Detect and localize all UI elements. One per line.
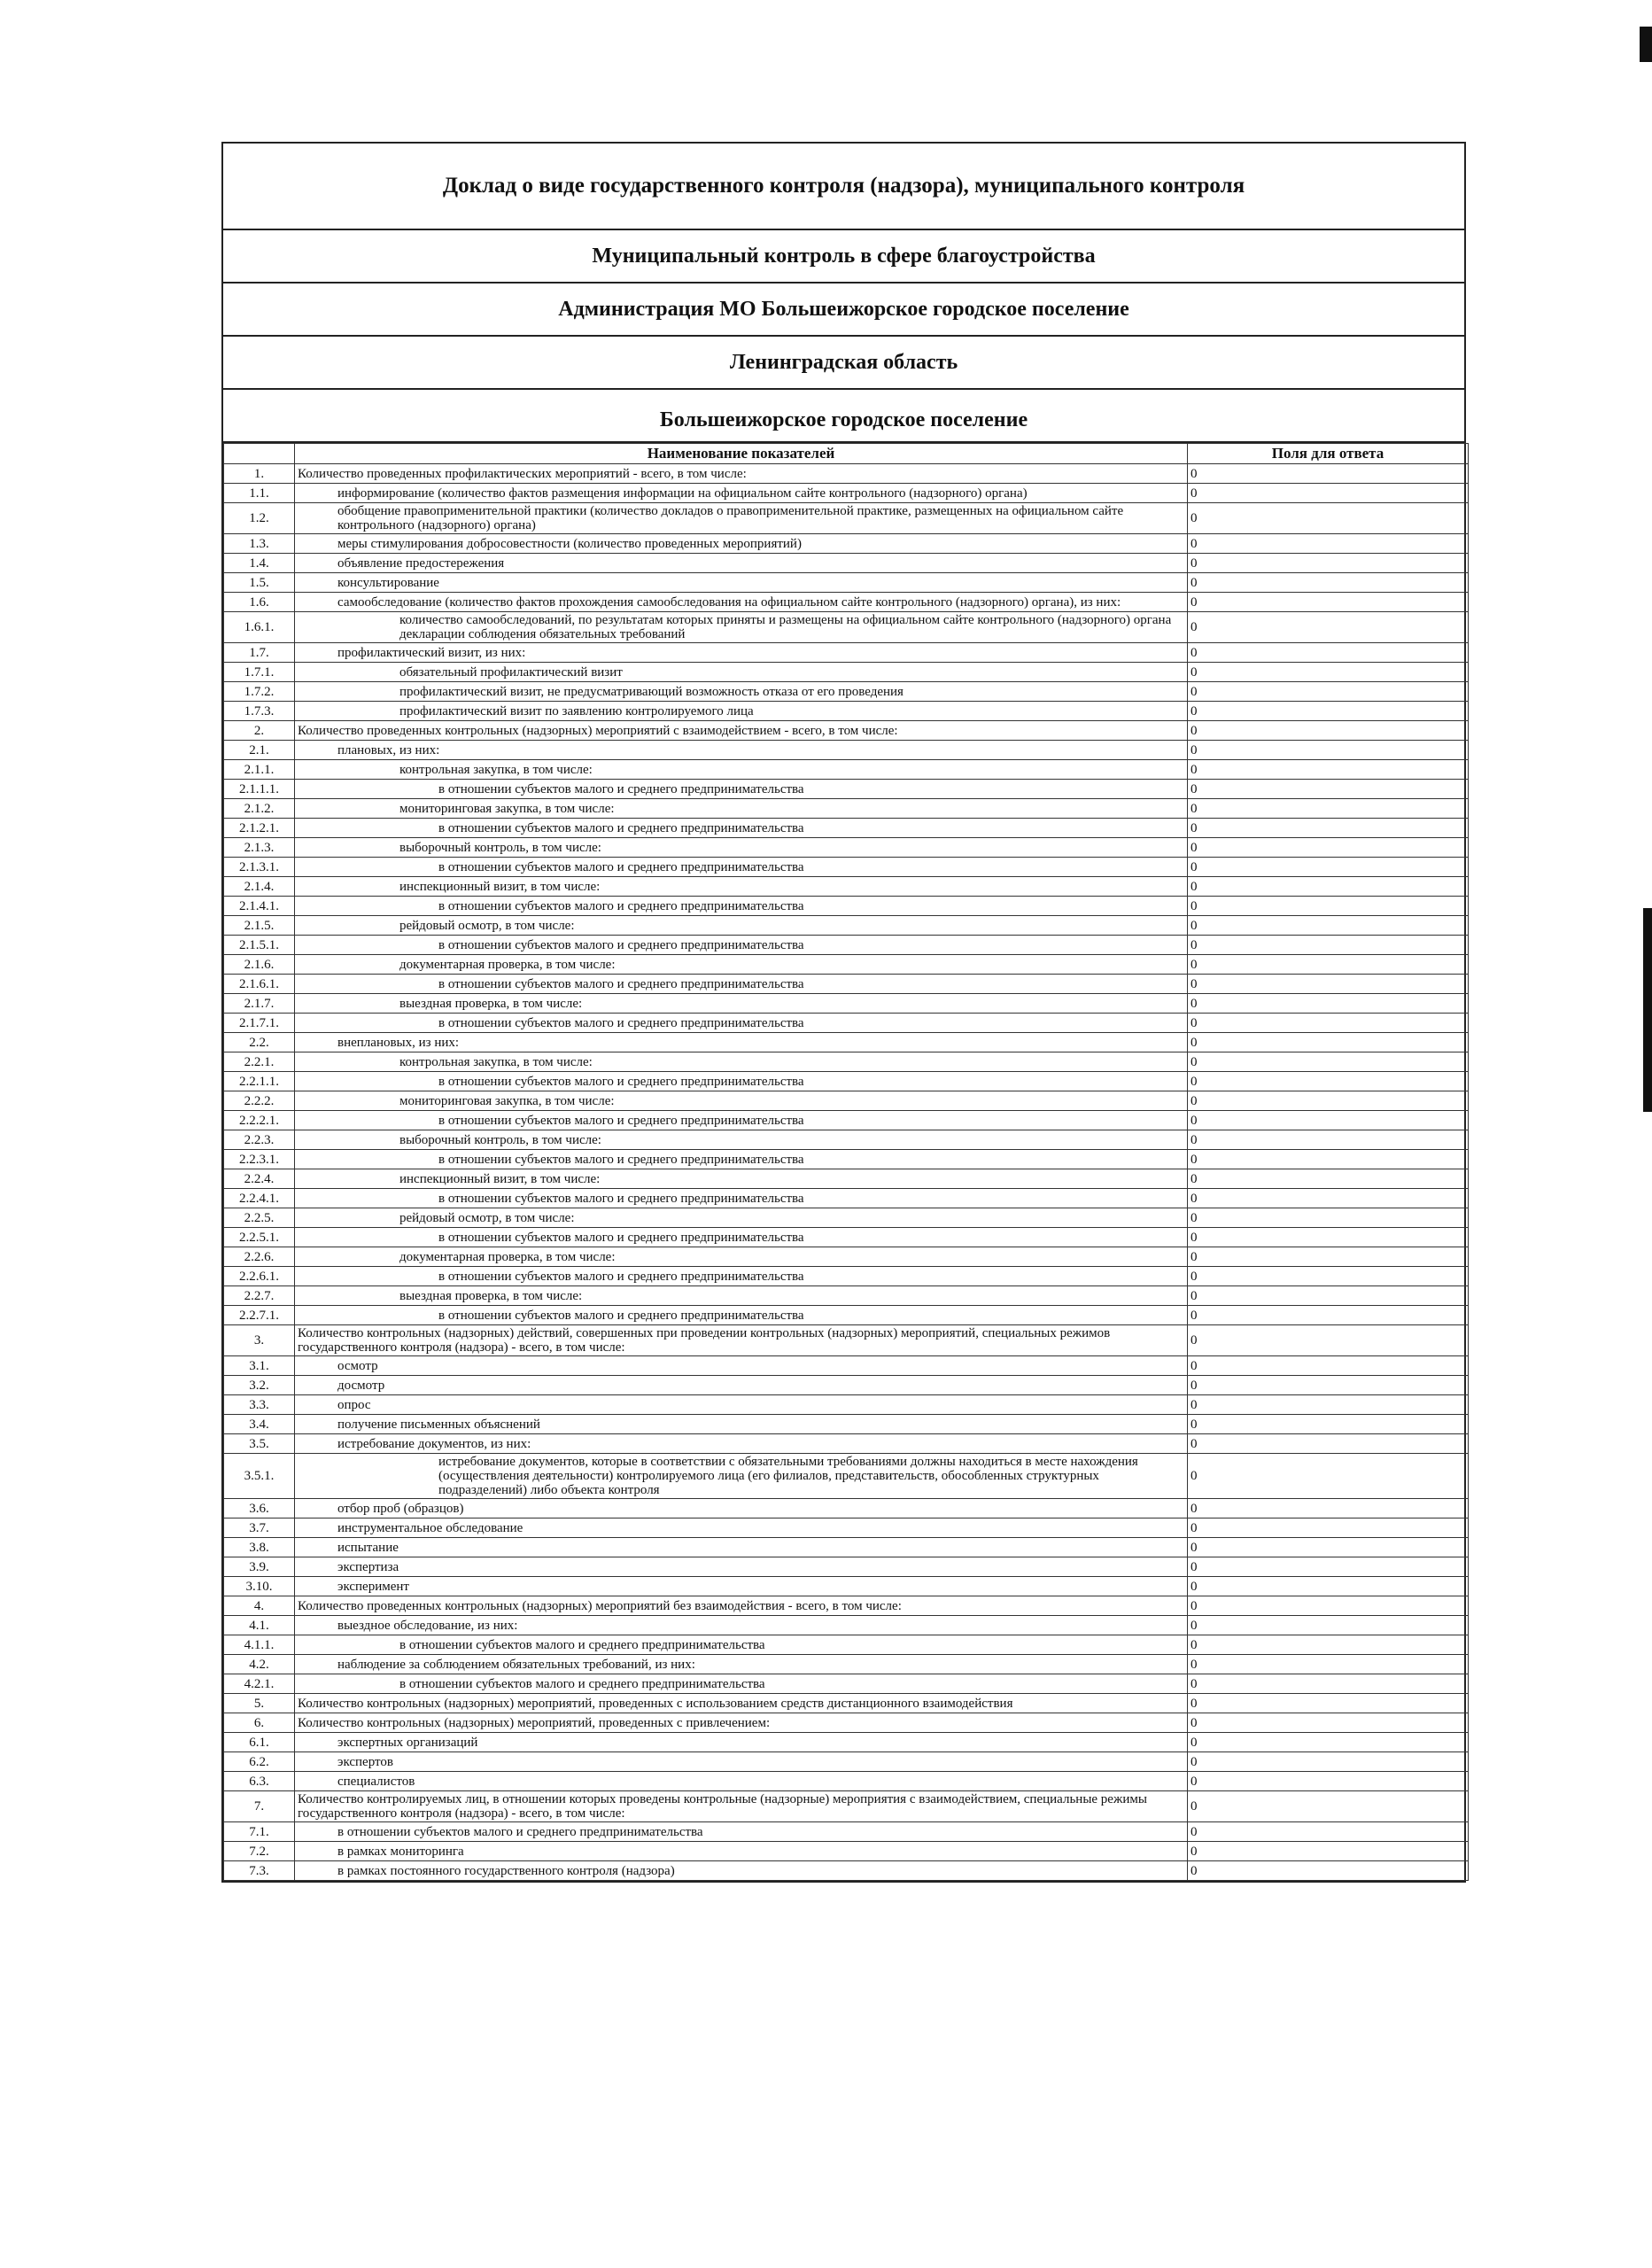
row-number: 2.1.7. <box>224 994 295 1014</box>
table-row <box>224 1499 1469 1518</box>
row-indicator: в отношении субъектов малого и среднего предпринимательства <box>295 1150 1188 1169</box>
row-answer: 0 <box>1188 819 1469 838</box>
row-answer: 0 <box>1188 936 1469 955</box>
row-number: 3.8. <box>224 1538 295 1557</box>
table-row <box>224 534 1469 554</box>
row-number: 2.2.2. <box>224 1091 295 1111</box>
table-row <box>224 1306 1469 1325</box>
row-answer: 0 <box>1188 1189 1469 1208</box>
table-row <box>224 1189 1469 1208</box>
row-indicator: мониторинговая закупка, в том числе: <box>295 1091 1188 1111</box>
row-indicator: отбор проб (образцов) <box>295 1499 1188 1518</box>
table-row <box>224 955 1469 975</box>
row-answer: 0 <box>1188 702 1469 721</box>
row-indicator: выездное обследование, из них: <box>295 1616 1188 1635</box>
table-row <box>224 1091 1469 1111</box>
row-answer: 0 <box>1188 484 1469 503</box>
table-row <box>224 1130 1469 1150</box>
row-indicator: внеплановых, из них: <box>295 1033 1188 1052</box>
row-indicator: в отношении субъектов малого и среднего предпринимательства <box>295 1014 1188 1033</box>
table-row <box>224 643 1469 663</box>
table-row <box>224 1150 1469 1169</box>
row-number: 2.1.4. <box>224 877 295 897</box>
row-number: 2.1.7.1. <box>224 1014 295 1033</box>
row-number: 1.3. <box>224 534 295 554</box>
row-indicator: экспертов <box>295 1752 1188 1772</box>
row-number: 3. <box>224 1325 295 1356</box>
table-row <box>224 464 1469 484</box>
row-number: 1. <box>224 464 295 484</box>
row-answer: 0 <box>1188 975 1469 994</box>
row-answer: 0 <box>1188 1674 1469 1694</box>
row-answer: 0 <box>1188 1518 1469 1538</box>
row-indicator: обязательный профилактический визит <box>295 663 1188 682</box>
row-indicator: в отношении субъектов малого и среднего предпринимательства <box>295 1635 1188 1655</box>
row-number: 1.7. <box>224 643 295 663</box>
row-indicator: рейдовый осмотр, в том числе: <box>295 1208 1188 1228</box>
row-indicator: эксперимент <box>295 1577 1188 1596</box>
row-indicator: в отношении субъектов малого и среднего предпринимательства <box>295 897 1188 916</box>
table-row <box>224 1842 1469 1861</box>
row-answer: 0 <box>1188 1596 1469 1616</box>
row-indicator: опрос <box>295 1395 1188 1415</box>
row-indicator: в отношении субъектов малого и среднего предпринимательства <box>295 1072 1188 1091</box>
row-answer: 0 <box>1188 612 1469 643</box>
row-number: 2.2. <box>224 1033 295 1052</box>
table-row <box>224 1822 1469 1842</box>
row-indicator: консультирование <box>295 573 1188 593</box>
row-answer: 0 <box>1188 1655 1469 1674</box>
table-row <box>224 1286 1469 1306</box>
row-answer: 0 <box>1188 1635 1469 1655</box>
row-number: 2.2.4. <box>224 1169 295 1189</box>
row-indicator: объявление предостережения <box>295 554 1188 573</box>
column-header-number <box>224 444 295 464</box>
table-row <box>224 1694 1469 1713</box>
row-number: 3.5.1. <box>224 1454 295 1499</box>
row-answer: 0 <box>1188 1861 1469 1881</box>
row-answer: 0 <box>1188 1577 1469 1596</box>
table-row <box>224 760 1469 780</box>
row-number: 2.2.1.1. <box>224 1072 295 1091</box>
row-number: 2.1.2. <box>224 799 295 819</box>
table-row <box>224 1033 1469 1052</box>
row-number: 7.1. <box>224 1822 295 1842</box>
row-indicator: специалистов <box>295 1772 1188 1791</box>
row-answer: 0 <box>1188 1306 1469 1325</box>
scan-edge-mark <box>1640 27 1652 62</box>
row-answer: 0 <box>1188 1752 1469 1772</box>
row-answer: 0 <box>1188 760 1469 780</box>
row-number: 2.2.5. <box>224 1208 295 1228</box>
table-row <box>224 1577 1469 1596</box>
row-number: 1.7.1. <box>224 663 295 682</box>
table-row <box>224 1247 1469 1267</box>
row-indicator: экспертных организаций <box>295 1733 1188 1752</box>
table-row <box>224 1655 1469 1674</box>
table-row <box>224 936 1469 955</box>
row-indicator: в отношении субъектов малого и среднего предпринимательства <box>295 1306 1188 1325</box>
row-answer: 0 <box>1188 1454 1469 1499</box>
row-number: 2.2.1. <box>224 1052 295 1072</box>
row-indicator: в отношении субъектов малого и среднего предпринимательства <box>295 1111 1188 1130</box>
row-answer: 0 <box>1188 534 1469 554</box>
region-name: Ленинградская область <box>223 337 1464 390</box>
row-number: 2.2.6. <box>224 1247 295 1267</box>
row-answer: 0 <box>1188 994 1469 1014</box>
column-header-answer: Поля для ответа <box>1188 444 1469 464</box>
table-row <box>224 858 1469 877</box>
row-answer: 0 <box>1188 554 1469 573</box>
row-indicator: рейдовый осмотр, в том числе: <box>295 916 1188 936</box>
row-number: 4.2. <box>224 1655 295 1674</box>
row-indicator: осмотр <box>295 1356 1188 1376</box>
table-row <box>224 1791 1469 1822</box>
table-row <box>224 1356 1469 1376</box>
row-answer: 0 <box>1188 1247 1469 1267</box>
table-row <box>224 916 1469 936</box>
row-answer: 0 <box>1188 593 1469 612</box>
table-row <box>224 1169 1469 1189</box>
table-row <box>224 1733 1469 1752</box>
row-indicator: контрольная закупка, в том числе: <box>295 1052 1188 1072</box>
row-number: 2.1.2.1. <box>224 819 295 838</box>
row-indicator: испытание <box>295 1538 1188 1557</box>
table-row <box>224 593 1469 612</box>
row-number: 2.1.6.1. <box>224 975 295 994</box>
row-answer: 0 <box>1188 503 1469 534</box>
row-answer: 0 <box>1188 1286 1469 1306</box>
row-answer: 0 <box>1188 1228 1469 1247</box>
table-row <box>224 1014 1469 1033</box>
table-row <box>224 1635 1469 1655</box>
row-number: 1.5. <box>224 573 295 593</box>
row-number: 3.6. <box>224 1499 295 1518</box>
row-indicator: выборочный контроль, в том числе: <box>295 838 1188 858</box>
report-document <box>221 142 1466 1883</box>
row-answer: 0 <box>1188 838 1469 858</box>
row-indicator: истребование документов, которые в соответствии с обязательными требованиями должны находиться в месте нахождения (осуществления деятельности) контролируемого лица (его филиалов, представительств, обособленных структурных подразделений) либо объекта контроля <box>295 1454 1188 1499</box>
table-row <box>224 1376 1469 1395</box>
row-indicator: документарная проверка, в том числе: <box>295 1247 1188 1267</box>
row-answer: 0 <box>1188 955 1469 975</box>
table-row <box>224 897 1469 916</box>
row-number: 7. <box>224 1791 295 1822</box>
table-row <box>224 1228 1469 1247</box>
row-number: 4.1. <box>224 1616 295 1635</box>
table-row <box>224 994 1469 1014</box>
table-row <box>224 1395 1469 1415</box>
row-number: 1.7.2. <box>224 682 295 702</box>
column-header-indicator: Наименование показателей <box>295 444 1188 464</box>
row-number: 2.2.6.1. <box>224 1267 295 1286</box>
row-indicator: документарная проверка, в том числе: <box>295 955 1188 975</box>
table-row <box>224 1434 1469 1454</box>
control-type: Муниципальный контроль в сфере благоустройства <box>223 230 1464 284</box>
table-row <box>224 1072 1469 1091</box>
municipality-name: Большеижорское городское поселение <box>223 390 1464 443</box>
row-number: 3.9. <box>224 1557 295 1577</box>
row-indicator: профилактический визит, из них: <box>295 643 1188 663</box>
row-answer: 0 <box>1188 1538 1469 1557</box>
row-number: 6.3. <box>224 1772 295 1791</box>
row-answer: 0 <box>1188 1267 1469 1286</box>
row-answer: 0 <box>1188 1616 1469 1635</box>
table-row <box>224 612 1469 643</box>
row-answer: 0 <box>1188 1822 1469 1842</box>
row-indicator: в отношении субъектов малого и среднего предпринимательства <box>295 936 1188 955</box>
row-answer: 0 <box>1188 1733 1469 1752</box>
row-number: 1.2. <box>224 503 295 534</box>
table-row <box>224 1267 1469 1286</box>
row-answer: 0 <box>1188 897 1469 916</box>
table-row <box>224 1111 1469 1130</box>
row-number: 3.5. <box>224 1434 295 1454</box>
row-indicator: в отношении субъектов малого и среднего предпринимательства <box>295 1228 1188 1247</box>
row-indicator: экспертиза <box>295 1557 1188 1577</box>
row-indicator: инспекционный визит, в том числе: <box>295 877 1188 897</box>
row-indicator: инструментальное обследование <box>295 1518 1188 1538</box>
scan-edge-mark <box>1643 908 1652 1112</box>
row-number: 6. <box>224 1713 295 1733</box>
row-answer: 0 <box>1188 1033 1469 1052</box>
row-indicator: в отношении субъектов малого и среднего предпринимательства <box>295 858 1188 877</box>
row-answer: 0 <box>1188 741 1469 760</box>
table-row <box>224 682 1469 702</box>
table-row <box>224 1518 1469 1538</box>
row-answer: 0 <box>1188 1772 1469 1791</box>
row-number: 5. <box>224 1694 295 1713</box>
table-row <box>224 702 1469 721</box>
row-indicator: в отношении субъектов малого и среднего предпринимательства <box>295 1674 1188 1694</box>
row-number: 4. <box>224 1596 295 1616</box>
row-answer: 0 <box>1188 643 1469 663</box>
row-number: 7.2. <box>224 1842 295 1861</box>
row-number: 4.1.1. <box>224 1635 295 1655</box>
table-row <box>224 1713 1469 1733</box>
row-number: 2.2.4.1. <box>224 1189 295 1208</box>
row-number: 1.7.3. <box>224 702 295 721</box>
row-number: 3.1. <box>224 1356 295 1376</box>
table-row <box>224 975 1469 994</box>
table-row <box>224 554 1469 573</box>
row-indicator: выездная проверка, в том числе: <box>295 994 1188 1014</box>
table-row <box>224 573 1469 593</box>
row-number: 2.1.1. <box>224 760 295 780</box>
row-answer: 0 <box>1188 1072 1469 1091</box>
table-row <box>224 741 1469 760</box>
row-indicator: информирование (количество фактов размещения информации на официальном сайте контрольного (надзорного) органа) <box>295 484 1188 503</box>
row-number: 2.1. <box>224 741 295 760</box>
row-indicator: контрольная закупка, в том числе: <box>295 760 1188 780</box>
row-indicator: в рамках постоянного государственного контроля (надзора) <box>295 1861 1188 1881</box>
authority-name: Администрация МО Большеижорское городское поселение <box>223 284 1464 337</box>
row-indicator: меры стимулирования добросовестности (количество проведенных мероприятий) <box>295 534 1188 554</box>
table-row <box>224 484 1469 503</box>
row-answer: 0 <box>1188 721 1469 741</box>
table-row <box>224 1208 1469 1228</box>
table-body <box>224 464 1469 1881</box>
row-indicator: Количество проведенных контрольных (надзорных) мероприятий с взаимодействием - всего, в том числе: <box>295 721 1188 741</box>
row-answer: 0 <box>1188 1713 1469 1733</box>
row-number: 7.3. <box>224 1861 295 1881</box>
row-number: 2.2.3. <box>224 1130 295 1150</box>
row-number: 2.2.5.1. <box>224 1228 295 1247</box>
row-number: 6.1. <box>224 1733 295 1752</box>
table-row <box>224 1052 1469 1072</box>
row-indicator: выборочный контроль, в том числе: <box>295 1130 1188 1150</box>
row-answer: 0 <box>1188 1208 1469 1228</box>
table-row <box>224 1752 1469 1772</box>
table-row <box>224 819 1469 838</box>
row-indicator: инспекционный визит, в том числе: <box>295 1169 1188 1189</box>
row-indicator: Количество контролируемых лиц, в отношении которых проведены контрольные (надзорные) мероприятия с взаимодействием, специальные режимы государственного контроля (надзора) - всего, в том числе: <box>295 1791 1188 1822</box>
table-header-row <box>224 444 1469 464</box>
row-indicator: Количество проведенных контрольных (надзорных) мероприятий без взаимодействия - всего, в том числе: <box>295 1596 1188 1616</box>
row-answer: 0 <box>1188 1499 1469 1518</box>
row-indicator: Количество контрольных (надзорных) мероприятий, проведенных с привлечением: <box>295 1713 1188 1733</box>
row-number: 1.6. <box>224 593 295 612</box>
row-indicator: плановых, из них: <box>295 741 1188 760</box>
row-answer: 0 <box>1188 1091 1469 1111</box>
row-indicator: в отношении субъектов малого и среднего предпринимательства <box>295 1822 1188 1842</box>
row-indicator: в отношении субъектов малого и среднего предпринимательства <box>295 1267 1188 1286</box>
row-indicator: получение письменных объяснений <box>295 1415 1188 1434</box>
indicators-table <box>223 443 1469 1881</box>
row-indicator: профилактический визит по заявлению контролируемого лица <box>295 702 1188 721</box>
row-answer: 0 <box>1188 780 1469 799</box>
table-row <box>224 503 1469 534</box>
row-answer: 0 <box>1188 1130 1469 1150</box>
row-indicator: обобщение правоприменительной практики (количество докладов о правоприменительной практике, размещенных на официальном сайте контрольного (надзорного) органа) <box>295 503 1188 534</box>
row-number: 6.2. <box>224 1752 295 1772</box>
row-number: 3.3. <box>224 1395 295 1415</box>
table-row <box>224 780 1469 799</box>
row-number: 2.1.5.1. <box>224 936 295 955</box>
row-number: 1.4. <box>224 554 295 573</box>
row-answer: 0 <box>1188 1694 1469 1713</box>
row-indicator: досмотр <box>295 1376 1188 1395</box>
row-indicator: выездная проверка, в том числе: <box>295 1286 1188 1306</box>
row-indicator: самообследование (количество фактов прохождения самообследования на официальном сайте контрольного (надзорного) органа), из них: <box>295 593 1188 612</box>
row-number: 3.4. <box>224 1415 295 1434</box>
row-number: 2.1.4.1. <box>224 897 295 916</box>
row-number: 2.2.3.1. <box>224 1150 295 1169</box>
row-number: 3.2. <box>224 1376 295 1395</box>
row-number: 4.2.1. <box>224 1674 295 1694</box>
row-number: 1.1. <box>224 484 295 503</box>
row-number: 1.6.1. <box>224 612 295 643</box>
row-indicator: в отношении субъектов малого и среднего предпринимательства <box>295 780 1188 799</box>
row-indicator: наблюдение за соблюдением обязательных требований, из них: <box>295 1655 1188 1674</box>
row-answer: 0 <box>1188 1842 1469 1861</box>
row-answer: 0 <box>1188 573 1469 593</box>
row-indicator: профилактический визит, не предусматривающий возможность отказа от его проведения <box>295 682 1188 702</box>
table-row <box>224 663 1469 682</box>
row-answer: 0 <box>1188 1325 1469 1356</box>
report-title: Доклад о виде государственного контроля (надзора), муниципального контроля <box>223 144 1464 230</box>
row-answer: 0 <box>1188 1376 1469 1395</box>
row-number: 2.1.5. <box>224 916 295 936</box>
row-answer: 0 <box>1188 1356 1469 1376</box>
table-row <box>224 1557 1469 1577</box>
row-number: 2.1.6. <box>224 955 295 975</box>
table-row <box>224 1325 1469 1356</box>
row-indicator: в отношении субъектов малого и среднего предпринимательства <box>295 975 1188 994</box>
row-answer: 0 <box>1188 1415 1469 1434</box>
row-answer: 0 <box>1188 682 1469 702</box>
table-row <box>224 1772 1469 1791</box>
row-indicator: Количество проведенных профилактических мероприятий - всего, в том числе: <box>295 464 1188 484</box>
row-number: 2.2.7. <box>224 1286 295 1306</box>
row-number: 3.10. <box>224 1577 295 1596</box>
row-answer: 0 <box>1188 464 1469 484</box>
row-indicator: количество самообследований, по результатам которых приняты и размещены на официальном сайте контрольного (надзорного) органа декларации соблюдения обязательных требований <box>295 612 1188 643</box>
table-row <box>224 1454 1469 1499</box>
table-row <box>224 1415 1469 1434</box>
row-number: 2. <box>224 721 295 741</box>
row-number: 2.2.7.1. <box>224 1306 295 1325</box>
table-row <box>224 1861 1469 1881</box>
table-row <box>224 1538 1469 1557</box>
table-row <box>224 877 1469 897</box>
row-answer: 0 <box>1188 1434 1469 1454</box>
table-row <box>224 1674 1469 1694</box>
row-answer: 0 <box>1188 1557 1469 1577</box>
row-answer: 0 <box>1188 1791 1469 1822</box>
row-number: 2.1.3. <box>224 838 295 858</box>
row-number: 3.7. <box>224 1518 295 1538</box>
row-indicator: в отношении субъектов малого и среднего предпринимательства <box>295 819 1188 838</box>
table-row <box>224 799 1469 819</box>
row-answer: 0 <box>1188 858 1469 877</box>
row-indicator: Количество контрольных (надзорных) мероприятий, проведенных с использованием средств дистанционного взаимодействия <box>295 1694 1188 1713</box>
row-answer: 0 <box>1188 877 1469 897</box>
row-answer: 0 <box>1188 1052 1469 1072</box>
row-answer: 0 <box>1188 1150 1469 1169</box>
row-indicator: истребование документов, из них: <box>295 1434 1188 1454</box>
row-answer: 0 <box>1188 663 1469 682</box>
row-number: 2.1.1.1. <box>224 780 295 799</box>
row-answer: 0 <box>1188 1014 1469 1033</box>
table-row <box>224 721 1469 741</box>
row-indicator: в рамках мониторинга <box>295 1842 1188 1861</box>
row-answer: 0 <box>1188 799 1469 819</box>
table-row <box>224 1596 1469 1616</box>
row-number: 2.2.2.1. <box>224 1111 295 1130</box>
row-answer: 0 <box>1188 916 1469 936</box>
row-answer: 0 <box>1188 1395 1469 1415</box>
row-indicator: Количество контрольных (надзорных) действий, совершенных при проведении контрольных (надзорных) мероприятий, специальных режимов государственного контроля (надзора) - всего, в том числе: <box>295 1325 1188 1356</box>
row-answer: 0 <box>1188 1111 1469 1130</box>
row-number: 2.1.3.1. <box>224 858 295 877</box>
row-indicator: мониторинговая закупка, в том числе: <box>295 799 1188 819</box>
row-indicator: в отношении субъектов малого и среднего предпринимательства <box>295 1189 1188 1208</box>
row-answer: 0 <box>1188 1169 1469 1189</box>
table-row <box>224 1616 1469 1635</box>
table-row <box>224 838 1469 858</box>
